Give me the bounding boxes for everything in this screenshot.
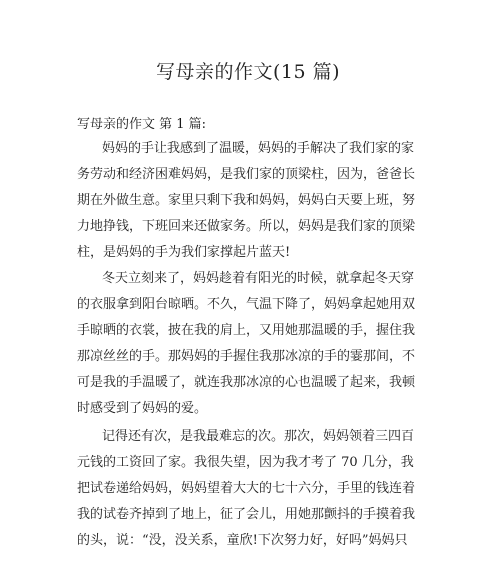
paragraph-2-line-2: 的衣服拿到阳台晾晒。不久，气温下降了，妈妈拿起她用双	[77, 297, 416, 312]
paragraph-1-line-4: 力地挣钱，下班回来还做家务。所以，妈妈是我们家的顶梁	[77, 219, 416, 234]
paragraph-2-line-5: 可是我的手温暖了，就连我那冰凉的心也温暖了起来，我顿	[77, 375, 416, 390]
paragraph-3-line-1: 记得还有次，是我最难忘的次。那次，妈妈领着三四百	[102, 429, 415, 444]
paragraph-1-line-1: 妈妈的手让我感到了温暖，妈妈的手解决了我们家的家	[102, 141, 415, 156]
paragraph-3-line-2: 元钱的工资回了家。我很失望，因为我才考了 70 几分，我	[77, 455, 414, 470]
paragraph-3-line-3: 把试卷递给妈妈，妈妈望着大大的七十六分，手里的钱连着	[77, 481, 416, 496]
paragraph-2-line-3: 手晾晒的衣裳，披在我的肩上，又用她那温暖的手，握住我	[77, 323, 416, 338]
paragraph-1-line-5: 柱，是妈妈的手为我们家撑起片蓝天!	[77, 245, 291, 260]
paragraph-1-line-3: 期在外做生意。家里只剩下我和妈妈，妈妈白天要上班，努	[77, 193, 416, 208]
paragraph-3-line-5: 的头，说：“没，没关系，童欣!下次努力好，好吗”妈妈只	[77, 533, 408, 548]
document-subtitle: 写母亲的作文 第 1 篇:	[77, 117, 207, 132]
document-title: 写母亲的作文(15 篇)	[155, 61, 341, 83]
paragraph-2-line-1: 冬天立刻来了，妈妈趁着有阳光的时候，就拿起冬天穿	[102, 271, 415, 286]
paragraph-2-line-6: 时感受到了妈妈的爱。	[77, 401, 208, 416]
paragraph-3-line-4: 我的试卷齐掉到了地上，征了会儿，用她那颤抖的手摸着我	[77, 507, 416, 522]
paragraph-2-line-4: 那凉丝丝的手。那妈妈的手握住我那冰凉的手的霎那间，不	[77, 349, 416, 364]
paragraph-1-line-2: 务劳动和经济困难妈妈，是我们家的顶梁柱，因为，爸爸长	[77, 167, 416, 182]
